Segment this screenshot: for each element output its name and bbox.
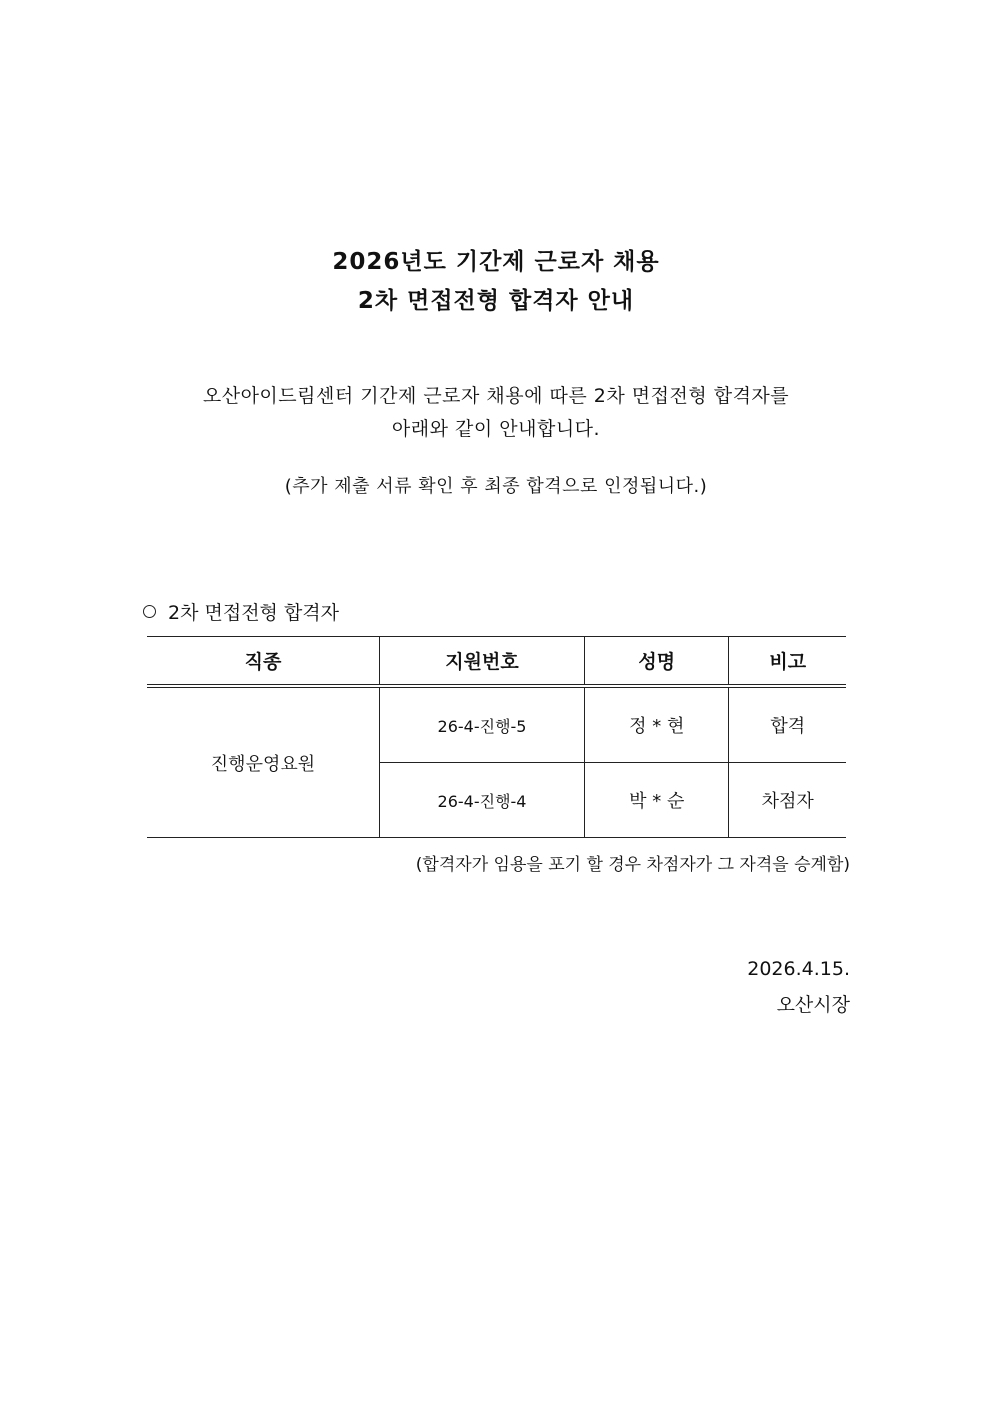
- cell-name: 정 * 현: [585, 686, 729, 763]
- cell-name: 박 * 순: [585, 763, 729, 838]
- header-name: 성명: [585, 637, 729, 687]
- document-title-line-2: 2차 면접전형 합격자 안내: [357, 288, 635, 314]
- results-table: [147, 636, 846, 838]
- section-heading-text: 2차 면접전형 합격자: [168, 602, 339, 624]
- issue-date: 2026.4.15.: [747, 958, 850, 980]
- issuer-signature: 오산시장: [776, 994, 850, 1016]
- table-header-row: [147, 637, 846, 687]
- table-row: [147, 686, 846, 763]
- document-title-line-1: 2026년도 기간제 근로자 채용: [332, 249, 660, 275]
- table-note: (합격자가 임용을 포기 할 경우 차점자가 그 자격을 승계함): [415, 855, 850, 875]
- section-heading: [143, 598, 339, 625]
- intro-text-line-2: 아래와 같이 안내합니다.: [391, 418, 601, 440]
- header-remark: 비고: [729, 637, 846, 687]
- header-applicant-no: 지원번호: [379, 637, 584, 687]
- cell-applicant-no: 26-4-진행-4: [379, 763, 584, 838]
- cell-job-type: 진행운영요원: [147, 686, 379, 838]
- cell-applicant-no: 26-4-진행-5: [379, 686, 584, 763]
- circle-icon: [143, 605, 156, 618]
- cell-remark: 차점자: [729, 763, 846, 838]
- intro-notice: (추가 제출 서류 확인 후 최종 합격으로 인정됩니다.): [284, 476, 708, 497]
- cell-remark: 합격: [729, 686, 846, 763]
- intro-text-line-1: 오산아이드림센터 기간제 근로자 채용에 따른 2차 면접전형 합격자를: [202, 385, 790, 407]
- header-job-type: 직종: [147, 637, 379, 687]
